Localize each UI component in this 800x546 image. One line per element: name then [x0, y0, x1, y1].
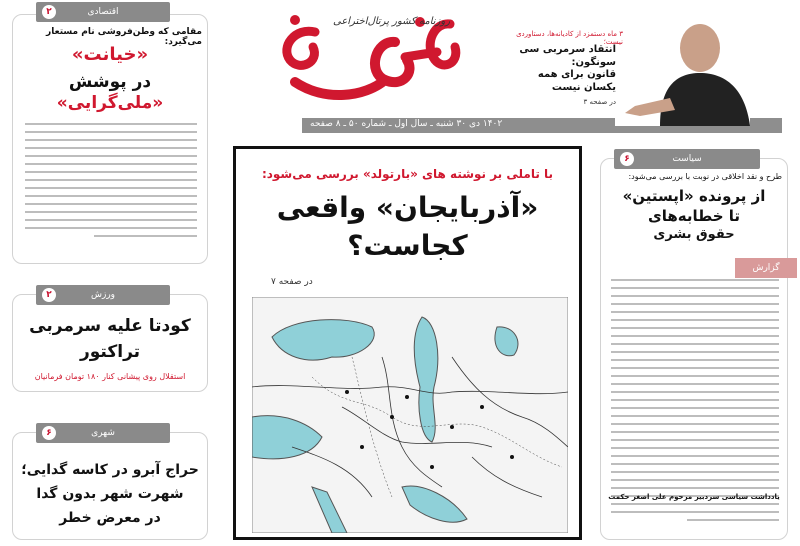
left-bottom-headline-line: حراج آبرو در کاسه گدایی؛: [21, 462, 199, 478]
left-mid-section-label: ورزش: [90, 290, 116, 300]
center-headline: [236, 189, 579, 265]
top-right-headline-line: یکسان نیست: [551, 81, 616, 93]
center-headline-line2: کجاست؟: [347, 229, 468, 262]
top-left-section-number: ۲: [42, 5, 56, 19]
right-kicker: طرح و نقد اخلاقی در نوبت با بررسی می‌شود:: [628, 172, 782, 181]
left-mid-subtitle: استقلال روی پیشانی کنار ۱۸۰ تومان فرمانیان: [34, 372, 186, 381]
top-left-headline-prefix: در پوشش: [68, 72, 152, 92]
top-left-kicker: مقامی که وطن‌فروشی نام مستعار می‌گیرد:: [46, 27, 202, 47]
right-headline-line: از پرونده «اپستین»: [622, 187, 766, 205]
top-left-headline-red2: «ملی‌گرایی»: [56, 93, 164, 114]
map-drawing: [252, 297, 568, 533]
left-bottom-headline-line: شهرت شهر بدون گدا: [36, 486, 184, 502]
top-right-headline-line: انتقاد سرمربی سی سونگون:: [519, 44, 616, 68]
masthead-tagline: روزنامه کشور پرتال‌اختراعی: [333, 16, 451, 27]
portrait-photo: [615, 18, 750, 126]
center-headline-line1: «آذربایجان» واقعی: [276, 191, 539, 224]
right-side-tag: گزارش: [735, 258, 797, 278]
left-bottom-section-label: شهری: [91, 428, 115, 438]
right-headline: [606, 186, 782, 244]
right-byline: یادداشت سیاسی سردبیر مرحوم علی اصغر حکمت: [608, 493, 780, 501]
left-bottom-headline-line: در معرض خطر: [59, 510, 161, 526]
top-right-ref: در صفحه ۳: [583, 98, 616, 106]
right-headline-line: تا خطابه‌های: [647, 207, 741, 225]
top-left-section-tab: [36, 2, 170, 22]
top-left-headline-line2: [18, 72, 202, 115]
historical-map: [252, 297, 568, 533]
top-right-kicker: ۳ ماه دستمزد از کادیانه‌ها، دستاوردی نیست؛: [516, 30, 623, 46]
left-mid-headline-line2: تراکتور: [79, 342, 141, 362]
right-story-body: [611, 279, 779, 527]
center-ref: در صفحه ۷: [271, 277, 313, 287]
center-kicker: با تاملی بر نوشته های «بارتولد» بررسی می‌شود:: [261, 167, 554, 181]
left-bottom-section-number: ۶: [42, 426, 56, 440]
right-headline-line: حقوق بشری: [653, 227, 735, 242]
right-section-label: سیاست: [672, 154, 702, 164]
top-left-headline-red: «خیانت»: [71, 44, 149, 65]
date-bar-text: ۱۴۰۲ دی ۳۰ شنبه ـ سال اول ـ شماره ۵۰ ـ ۸ صفحه: [310, 119, 503, 129]
top-right-headline-line: قانون برای همه: [537, 69, 616, 80]
left-bottom-section-tab: [36, 423, 170, 443]
right-section-tab: [614, 149, 760, 169]
center-story[interactable]: [233, 146, 582, 540]
left-mid-headline-line1: کودتا علیه سرمربی: [29, 316, 191, 336]
masthead-logo: [255, 2, 470, 117]
right-section-number: ۶: [620, 152, 634, 166]
top-left-section-label: اقتصادی: [87, 7, 119, 17]
left-bottom-headline: [16, 458, 204, 530]
left-mid-section-number: ۲: [42, 288, 56, 302]
left-mid-section-tab: [36, 285, 170, 305]
top-left-body: [25, 123, 197, 243]
top-right-headline[interactable]: [498, 44, 616, 106]
